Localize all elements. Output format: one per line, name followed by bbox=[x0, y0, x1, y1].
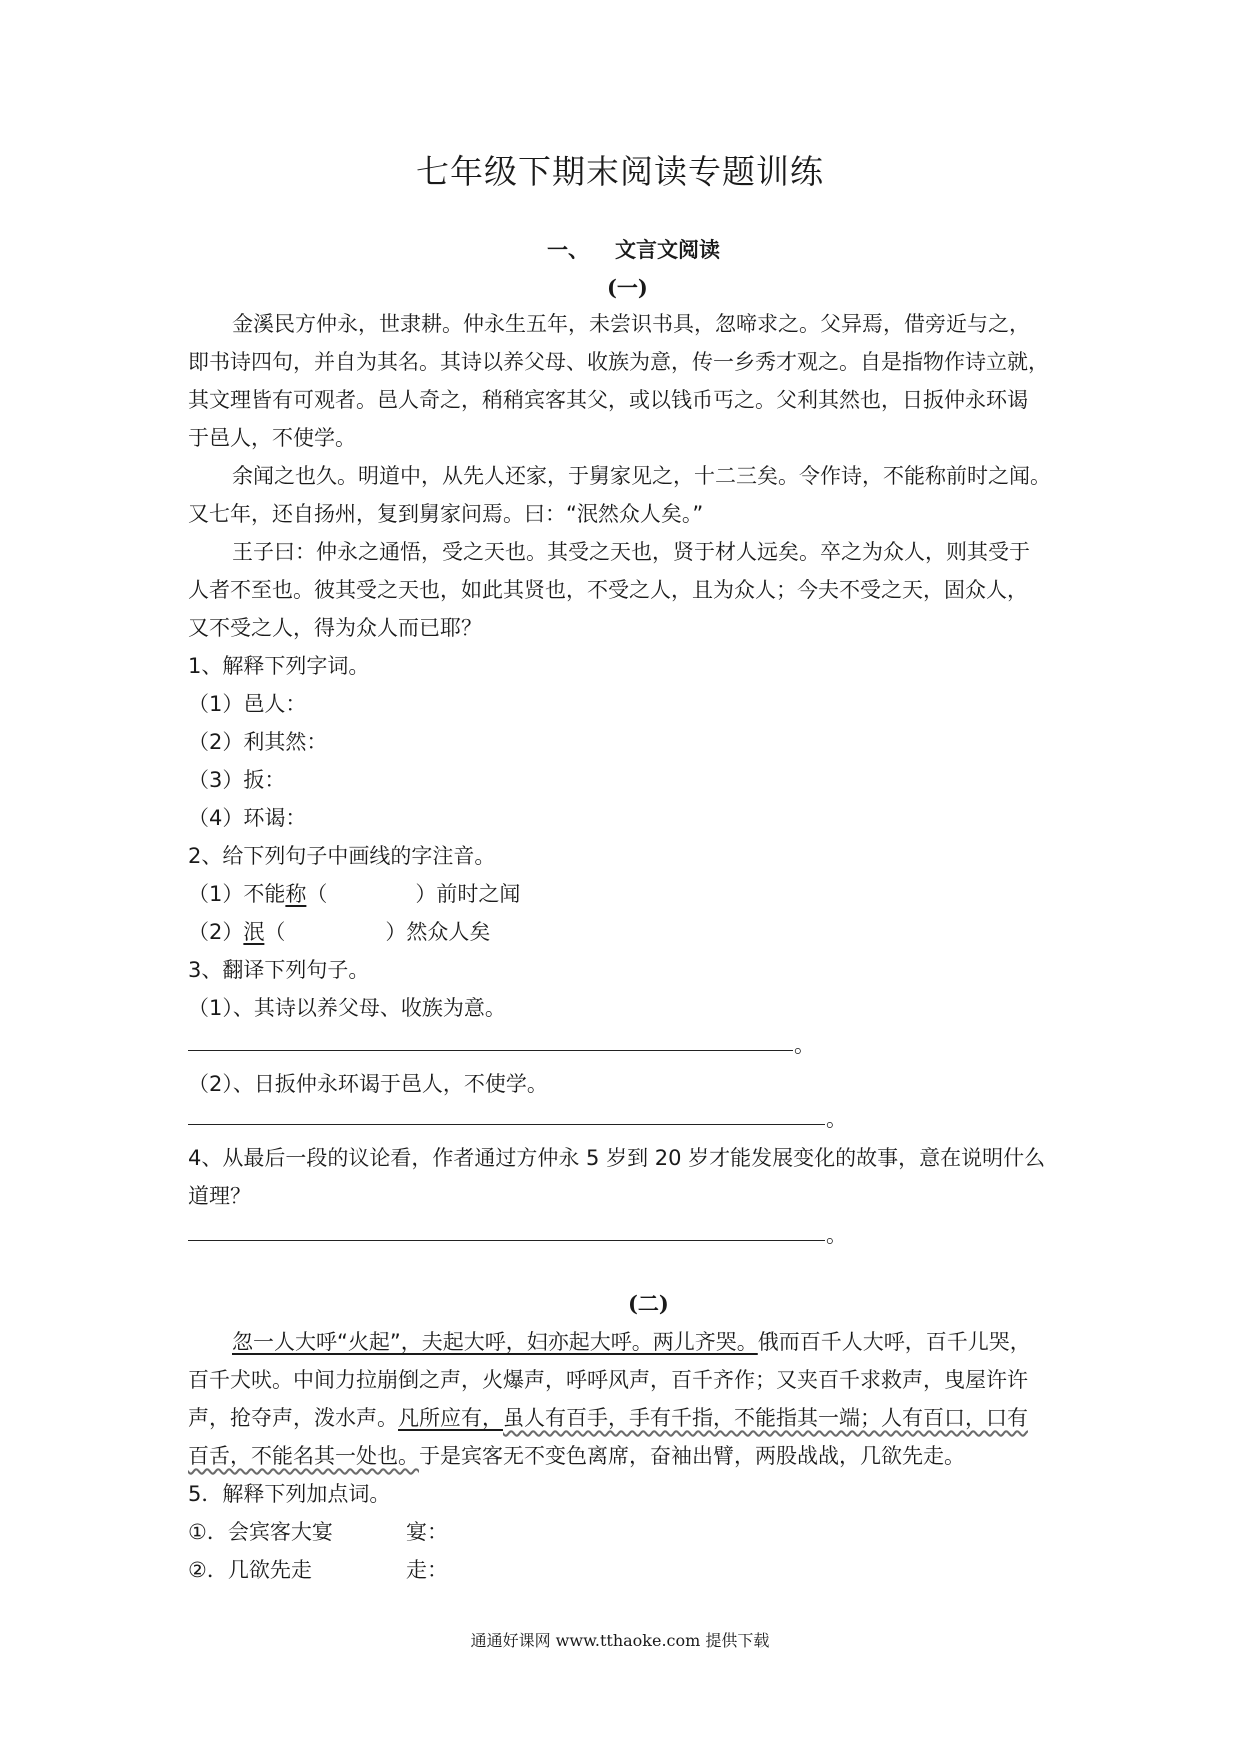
question-1-item: （4）环谒： bbox=[188, 806, 307, 830]
question-5-word: 走： bbox=[406, 1558, 448, 1582]
question-5-prompt: 5．解释下列加点词。 bbox=[188, 1482, 391, 1506]
plain-text: 俄而百千人大呼，百千儿哭， bbox=[757, 1330, 1031, 1354]
plain-text: 声，抢夺声，泼水声。 bbox=[188, 1406, 398, 1430]
passage-line bbox=[188, 1438, 965, 1474]
plain-text: 于是宾客无不变色离席，奋袖出臂，两股战战，几欲先走。 bbox=[419, 1444, 965, 1468]
question-2-item-1 bbox=[188, 876, 520, 912]
question-5-phrase: ②．几欲先走 bbox=[188, 1558, 312, 1582]
underlined-text: 忽一人大呼“火起”，夫起大呼，妇亦起大呼。两儿齐哭。 bbox=[232, 1330, 758, 1354]
passage-line bbox=[232, 1324, 1031, 1360]
page-footer: 通通好课网 www.tthaoke.com 提供下载 bbox=[470, 1631, 770, 1650]
passage-line: 于邑人，不使学。 bbox=[188, 426, 356, 450]
question-3-item: （1）、其诗以养父母、收族为意。 bbox=[188, 996, 506, 1020]
wavy-underlined-text: 虽人有百手，手有千指，不能指其一端；人有百口，口有 bbox=[503, 1406, 1028, 1430]
item-text: （1）不能 bbox=[188, 882, 286, 906]
question-1-item: （3）扳： bbox=[188, 768, 286, 792]
underlined-text: 凡所应有， bbox=[398, 1406, 503, 1430]
answer-end-mark: 。 bbox=[794, 1033, 815, 1057]
answer-end-mark: 。 bbox=[826, 1107, 847, 1131]
wavy-underlined-text: 百舌，不能名其一处也。 bbox=[188, 1444, 419, 1468]
passage-line: 王子曰：仲永之通悟，受之天也。其受之天也，贤于材人远矣。卒之为众人，则其受于 bbox=[232, 540, 1030, 564]
question-1-item: （1）邑人： bbox=[188, 692, 307, 716]
page-title: 七年级下期末阅读专题训练 bbox=[416, 152, 824, 191]
question-4-line: 4、从最后一段的议论看，作者通过方仲永 5 岁到 20 岁才能发展变化的故事，意在说明什么 bbox=[188, 1146, 1046, 1170]
item-text: （2） bbox=[188, 920, 244, 944]
answer-line[interactable] bbox=[188, 1124, 825, 1125]
item-text: ）前时之闻 bbox=[415, 882, 521, 906]
answer-line[interactable] bbox=[188, 1240, 825, 1241]
passage-line bbox=[188, 1400, 1028, 1436]
question-5-word: 宴： bbox=[406, 1520, 448, 1544]
underlined-char: 称 bbox=[285, 882, 307, 906]
question-3-item: （2）、日扳仲永环谒于邑人，不使学。 bbox=[188, 1072, 548, 1096]
passage-line: 即书诗四句，并自为其名。其诗以养父母、收族为意，传一乡秀才观之。自是指物作诗立就， bbox=[188, 350, 1049, 374]
part-two-label: (二) bbox=[628, 1291, 669, 1316]
question-4-line: 道理？ bbox=[188, 1184, 251, 1208]
passage-line: 人者不至也。彼其受之天也，如此其贤也，不受之人，且为众人；今夫不受之天，固众人， bbox=[188, 578, 1028, 602]
item-text: ）然众人矣 bbox=[385, 920, 491, 944]
paren-open: （ bbox=[264, 920, 286, 944]
question-1-prompt: 1、解释下列字词。 bbox=[188, 654, 370, 678]
passage-line: 百千犬吠。中间力拉崩倒之声，火爆声，呼呼风声，百千齐作；又夹百千求救声，曳屋许许 bbox=[188, 1368, 1028, 1392]
question-5-phrase: ①．会宾客大宴 bbox=[188, 1520, 333, 1544]
section-number: 一、 bbox=[547, 238, 589, 262]
question-2-item-2 bbox=[188, 914, 490, 950]
passage-line: 又七年，还自扬州，复到舅家问焉。曰：“泯然众人矣。” bbox=[188, 502, 704, 526]
answer-line[interactable] bbox=[188, 1050, 793, 1051]
question-1-item: （2）利其然： bbox=[188, 730, 328, 754]
underlined-char: 泯 bbox=[243, 920, 265, 944]
passage-line: 余闻之也久。明道中，从先人还家，于舅家见之，十二三矣。令作诗，不能称前时之闻。 bbox=[232, 464, 1051, 488]
passage-line: 又不受之人，得为众人而已耶？ bbox=[188, 616, 482, 640]
section-heading: 文言文阅读 bbox=[615, 238, 720, 262]
question-3-prompt: 3、翻译下列句子。 bbox=[188, 958, 370, 982]
part-one-label: (一) bbox=[607, 275, 648, 300]
question-2-prompt: 2、给下列句子中画线的字注音。 bbox=[188, 844, 496, 868]
passage-line: 金溪民方仲永，世隶耕。仲永生五年，未尝识书具，忽啼求之。父异焉，借旁近与之， bbox=[232, 312, 1030, 336]
paren-open: （ bbox=[306, 882, 328, 906]
passage-line: 其文理皆有可观者。邑人奇之，稍稍宾客其父，或以钱币丐之。父利其然也，日扳仲永环谒 bbox=[188, 388, 1028, 412]
answer-end-mark: 。 bbox=[826, 1223, 847, 1247]
